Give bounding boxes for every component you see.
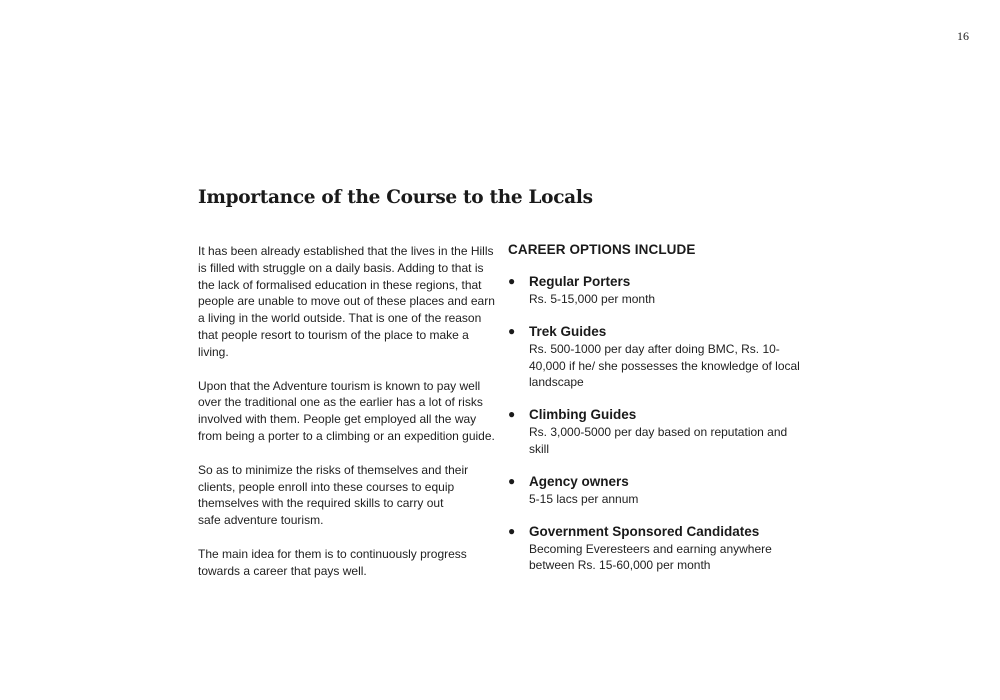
paragraph-hills-struggle: It has been already established that the lives in the Hills is filled with struggle on a daily basis. Adding to that is the lack of formalised education in these regions, that people are unable to move out of these places and earn a living in the world outside. That is one of the reason that people resort to tourism of the place to make a living. [198,244,495,359]
career-item-title: Government Sponsored Candidates [529,523,760,539]
career-item-description: Rs. 500-1000 per day after doing BMC, Rs. 10- 40,000 if he/ she possesses the knowledge of local landscape [529,341,800,390]
paragraph-main-idea: The main idea for them is to continuously progress towards a career that pays well. [198,546,467,578]
career-item-government-sponsored [508,523,808,575]
career-item-title: Regular Porters [529,274,631,289]
bullet-icon: ● [508,407,516,422]
career-item-regular-porters [508,273,808,308]
paragraph-minimize-risks: So as to minimize the risks of themselves and their clients, people enroll into these courses to equip themselves with the required skills to carry out safe adventure tourism. [198,462,469,528]
body-text-column [198,243,496,597]
career-item-climbing-guides [508,406,808,458]
career-options-column [508,242,808,589]
bullet-icon: ● [508,523,516,538]
page-title: Importance of the Course to the Locals [198,187,593,208]
career-item-agency-owners [508,473,808,508]
bullet-icon: ● [508,323,516,338]
career-item-title: Climbing Guides [529,407,637,423]
career-item-title: Agency owners [529,473,629,489]
career-item-description: Rs. 5-15,000 per month [529,292,656,306]
career-options-heading: CAREER OPTIONS INCLUDE [508,242,696,257]
career-item-description: 5-15 lacs per annum [529,491,639,506]
career-item-description: Rs. 3,000-5000 per day based on reputation and skill [529,425,788,456]
page-number: 16 [957,29,969,43]
career-item-trek-guides [508,323,808,391]
bullet-icon: ● [508,473,516,488]
career-options-list [508,273,808,574]
bullet-icon: ● [508,274,516,288]
career-item-title: Trek Guides [529,323,607,339]
career-item-description: Becoming Everesteers and earning anywhere between Rs. 15-60,000 per month [529,541,772,573]
paragraph-adventure-tourism: Upon that the Adventure tourism is known to pay well over the traditional one as the earlier has a lot of risks involved with them. People get employed all the way from being a porter to a climbing or an expedition guide. [198,378,495,443]
